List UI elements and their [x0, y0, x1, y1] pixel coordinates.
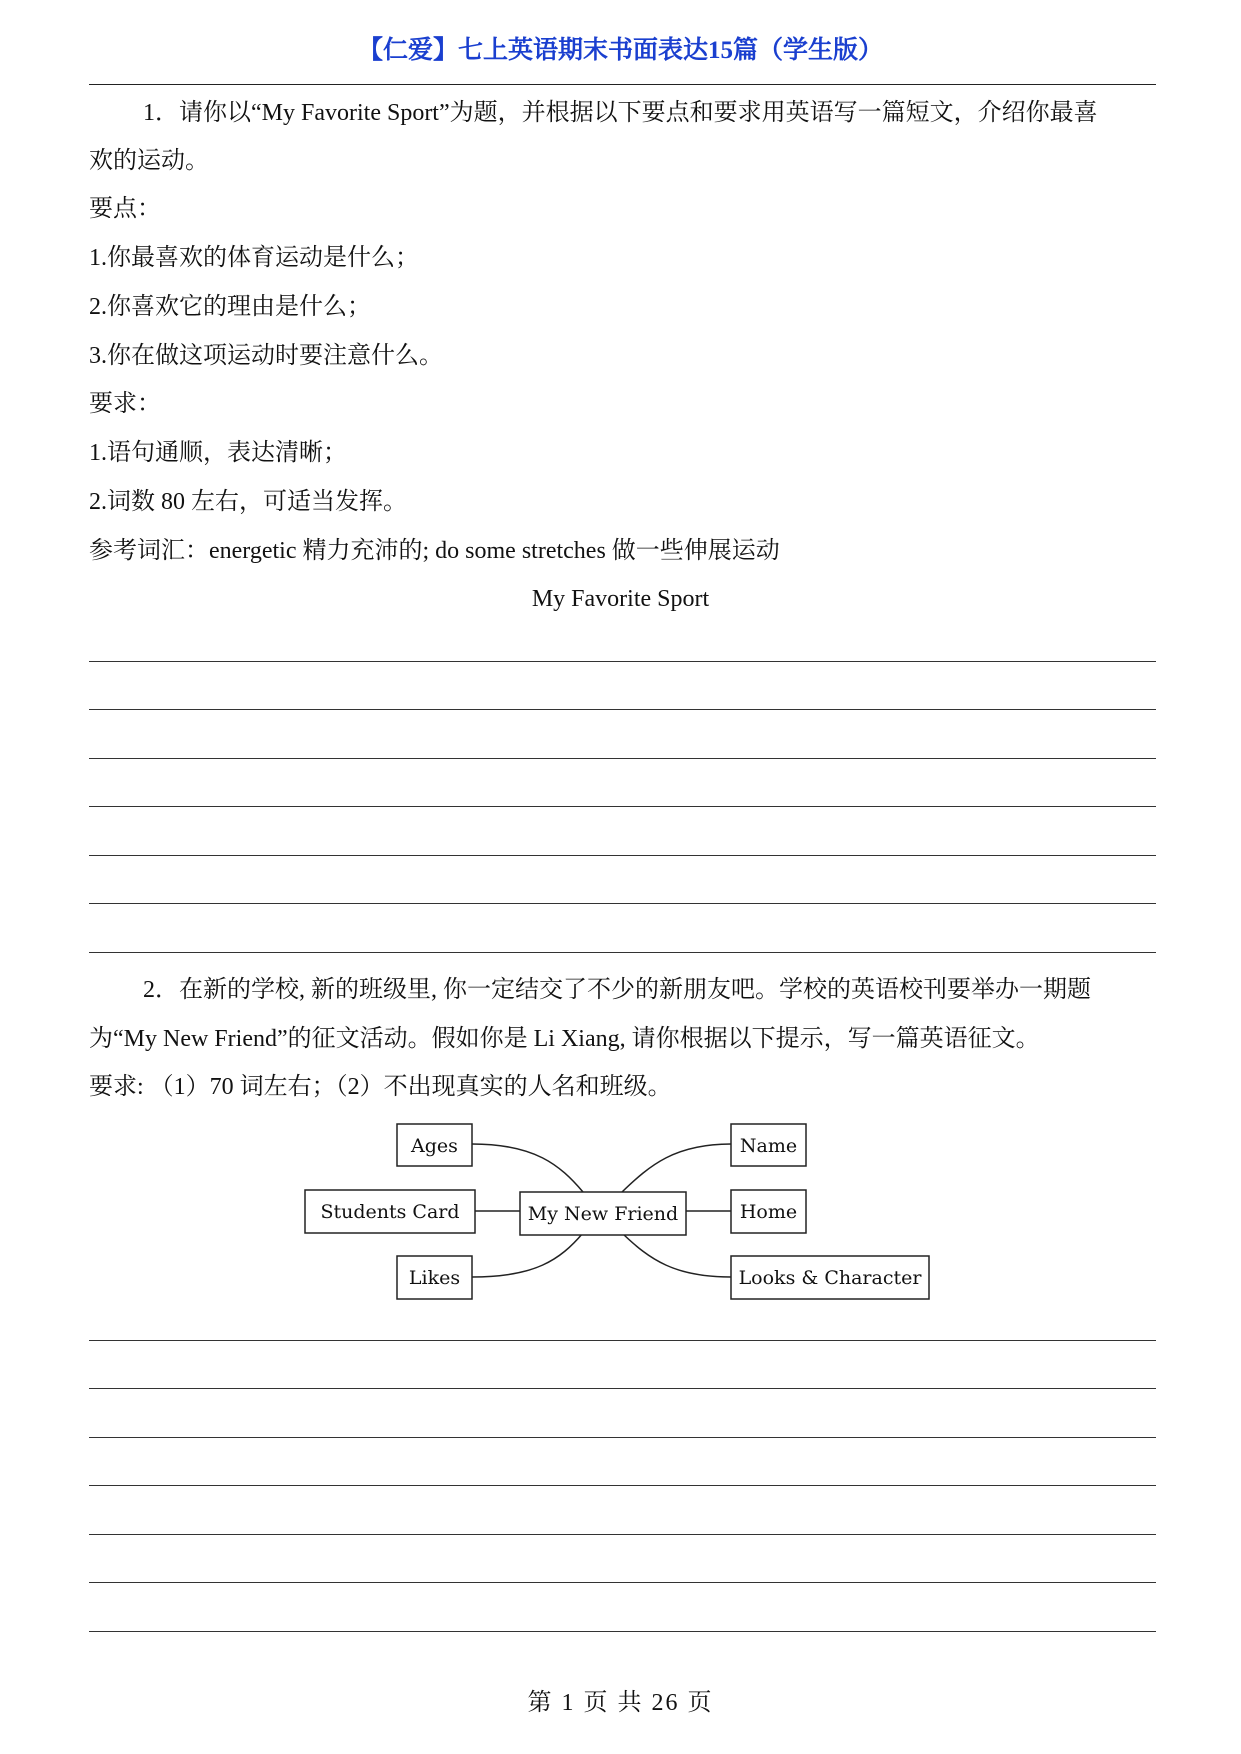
mind-map-node-looks-character-label: Looks & Character — [738, 1267, 922, 1289]
q1-writing-line — [89, 709, 1156, 710]
q1-writing-line — [89, 952, 1156, 953]
mind-map-node-home-label: Home — [739, 1201, 798, 1223]
q1-points-label: 要点： — [89, 196, 161, 222]
q2-writing-line — [89, 1631, 1156, 1632]
header-divider — [89, 84, 1156, 85]
mind-map-link-ages — [472, 1144, 583, 1192]
q2-prompt-line1: 2．在新的学校, 新的班级里, 你一定结交了不少的新朋友吧。学校的英语校刊要举办一期题 — [143, 977, 1091, 1003]
mind-map-link-likes — [472, 1233, 583, 1277]
q1-writing-line — [89, 806, 1156, 807]
q1-prompt-line1: 1．请你以“My Favorite Sport”为题，并根据以下要点和要求用英语写一篇短文，介绍你最喜 — [143, 100, 1098, 126]
q2-writing-line — [89, 1388, 1156, 1389]
document-header: 【仁爱】七上英语期末书面表达15篇（学生版） — [357, 37, 883, 64]
q1-requirement-1: 1.语句通顺，表达清晰； — [89, 440, 347, 466]
q1-writing-line — [89, 903, 1156, 904]
mind-map-link-looks — [622, 1233, 731, 1277]
q1-essay-title: My Favorite Sport — [531, 586, 710, 612]
q2-prompt-line2: 为“My New Friend”的征文活动。假如你是 Li Xiang, 请你根据以下提示，写一篇英语征文。 — [89, 1026, 1040, 1052]
mind-map-node-ages-label: Ages — [411, 1135, 458, 1157]
q1-writing-line — [89, 855, 1156, 856]
q1-writing-line — [89, 758, 1156, 759]
q1-point-1: 1.你最喜欢的体育运动是什么； — [89, 245, 419, 271]
q2-writing-line — [89, 1582, 1156, 1583]
q2-writing-line — [89, 1340, 1156, 1341]
q1-requirement-2: 2.词数 80 左右，可适当发挥。 — [89, 489, 407, 515]
q1-requirements-label: 要求： — [89, 391, 161, 417]
mind-map — [300, 1115, 940, 1315]
q2-writing-line — [89, 1485, 1156, 1486]
page-number: 第 1 页 共 26 页 — [527, 1690, 714, 1716]
q1-prompt-line2: 欢的运动。 — [89, 148, 209, 174]
mind-map-node-students-card-label: Students Card — [320, 1201, 460, 1223]
q1-writing-line — [89, 661, 1156, 662]
mind-map-node-likes-label: Likes — [408, 1267, 461, 1289]
mind-map-node-name-label: Name — [739, 1135, 798, 1157]
mind-map-link-name — [622, 1144, 731, 1192]
q1-point-3: 3.你在做这项运动时要注意什么。 — [89, 343, 443, 369]
q2-requirements: 要求: （1）70 词左右；（2）不出现真实的人名和班级。 — [89, 1074, 672, 1100]
q1-point-2: 2.你喜欢它的理由是什么； — [89, 294, 371, 320]
q1-vocabulary: 参考词汇：energetic 精力充沛的; do some stretches 做一些伸展运动 — [89, 538, 780, 564]
q2-writing-line — [89, 1534, 1156, 1535]
mind-map-center-label: My New Friend — [527, 1203, 679, 1225]
q2-writing-line — [89, 1437, 1156, 1438]
